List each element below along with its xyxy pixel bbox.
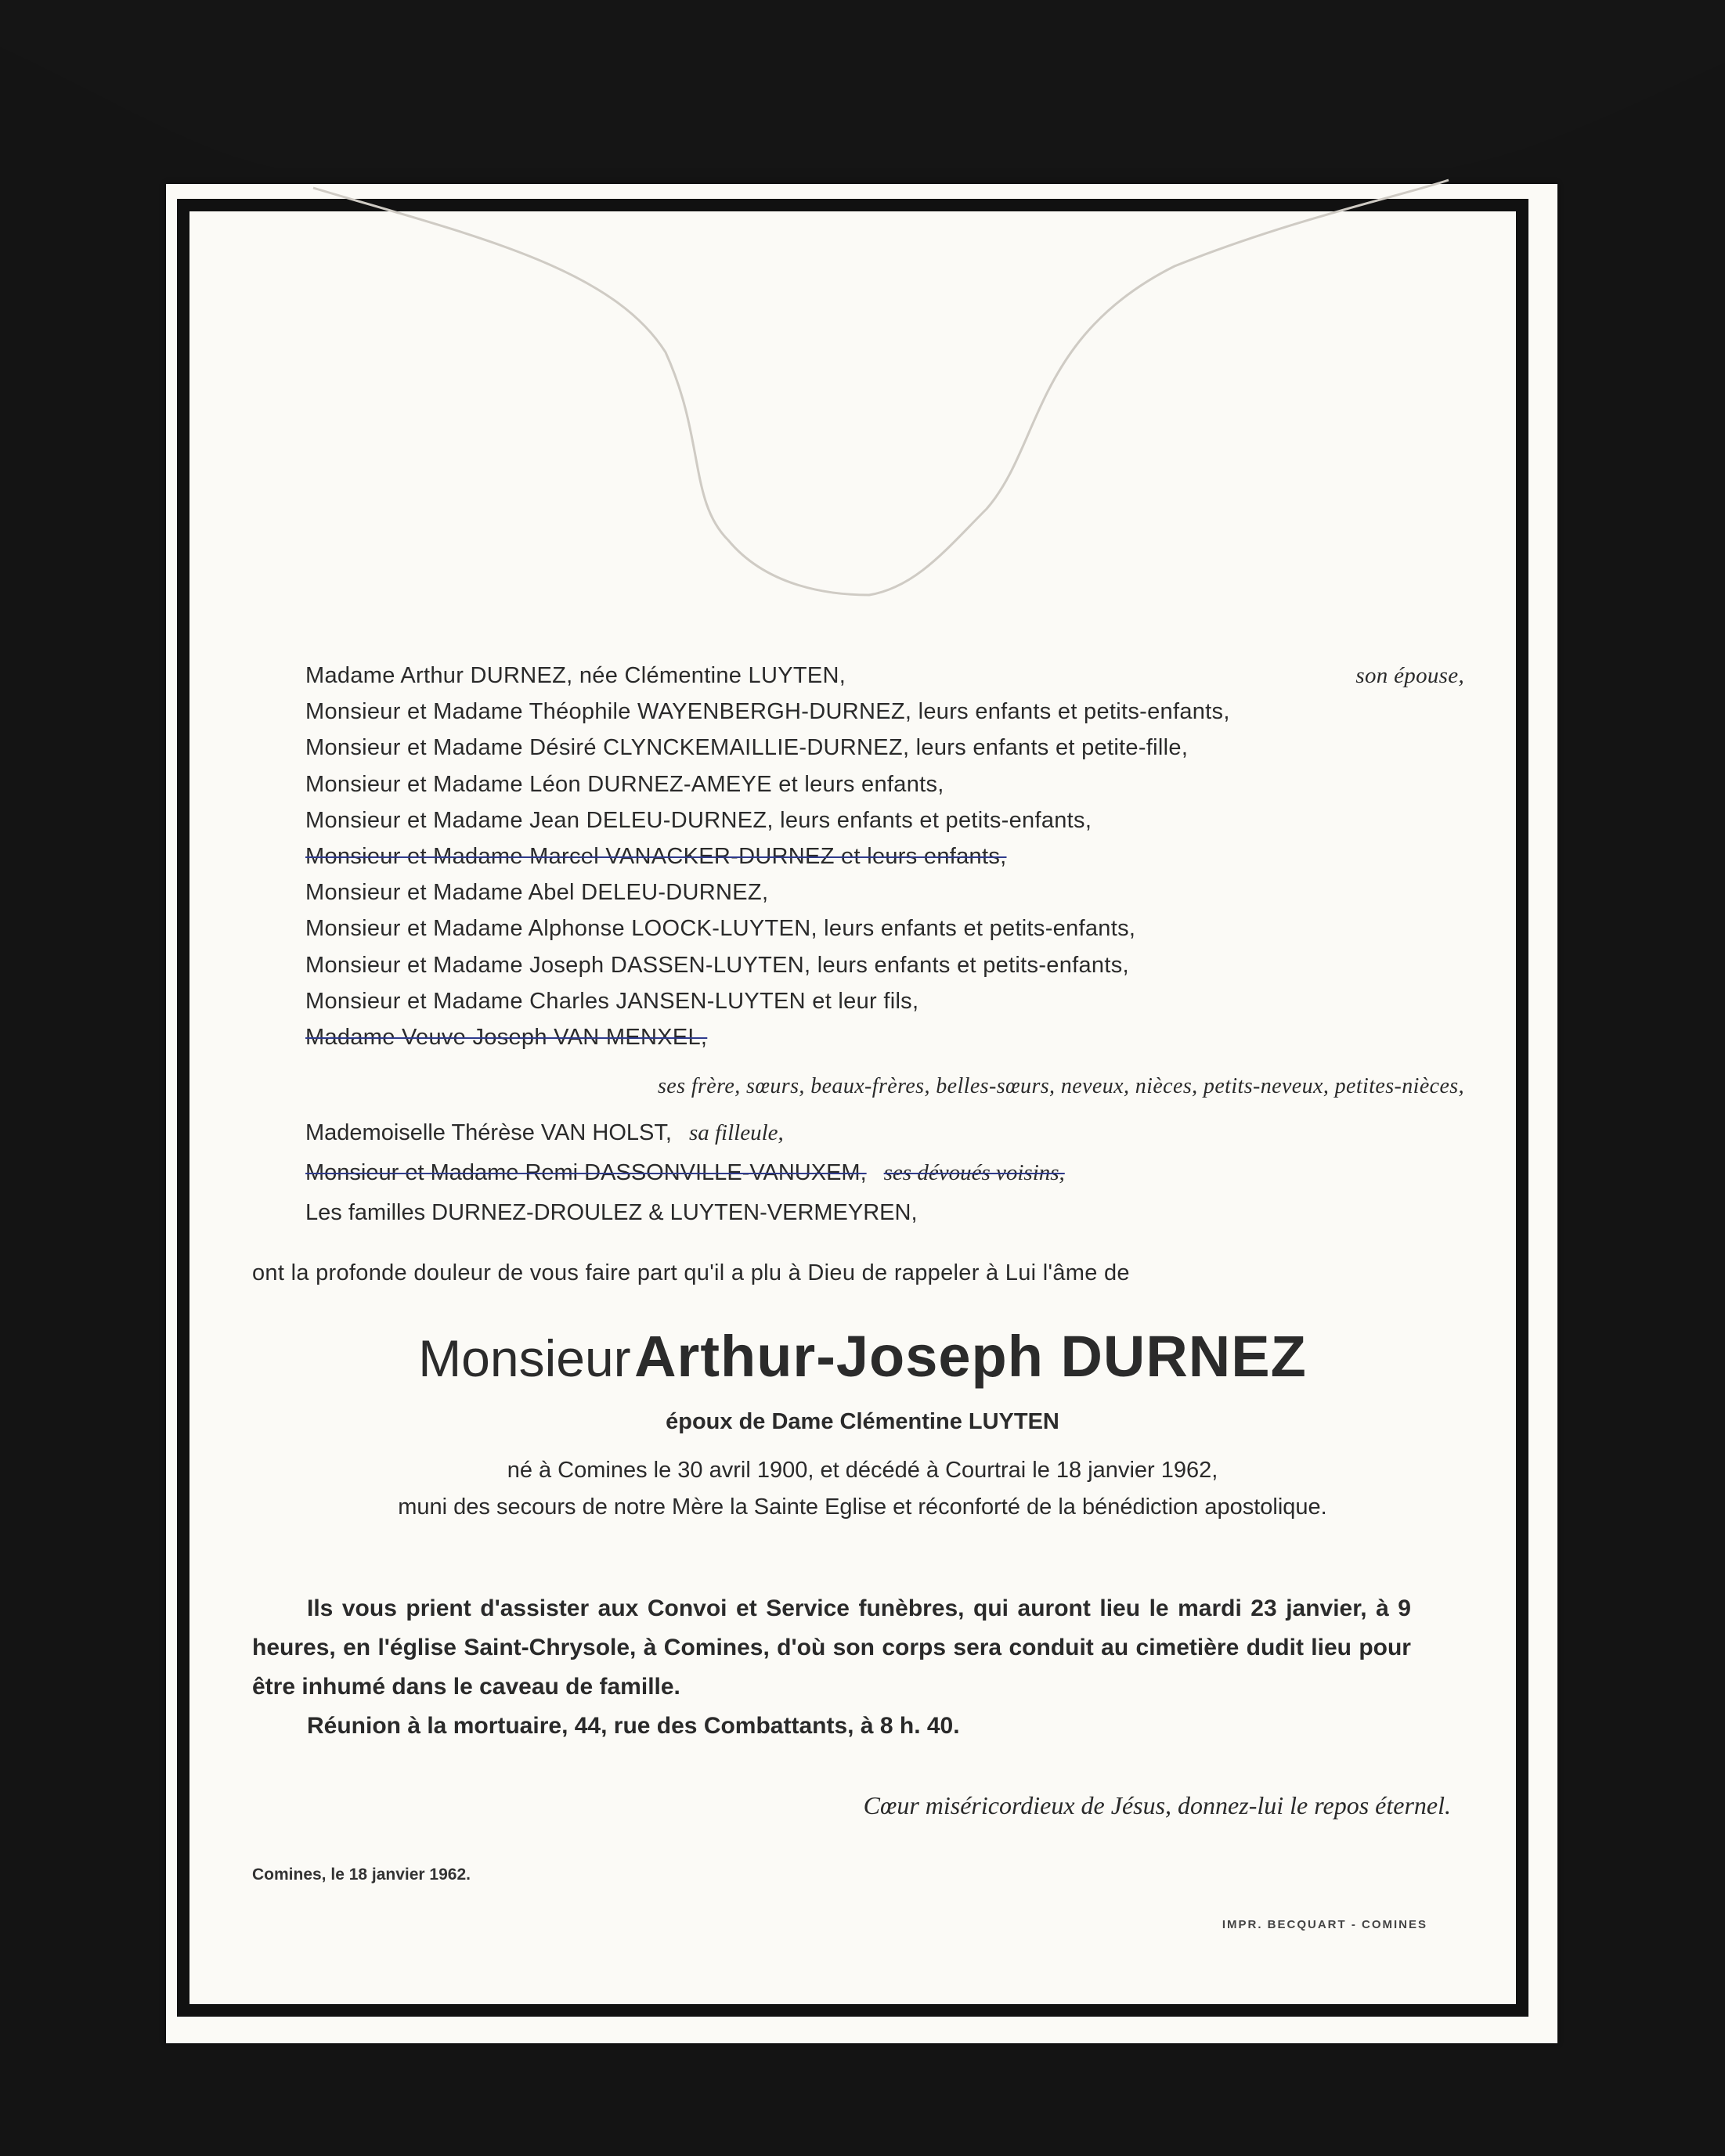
sacraments-line: muni des secours de notre Mère la Sainte Eglise et réconforté de la bénédiction apostolique. <box>398 1494 1327 1520</box>
mourner-relation: son épouse, <box>1355 663 1464 688</box>
mourner-row <box>305 1153 1464 1193</box>
mourner-name: Madame Veuve Joseph VAN MENXEL, <box>305 1024 708 1050</box>
birth-death-dates <box>0 1452 1725 1526</box>
funeral-invitation <box>252 1589 1411 1707</box>
mourner-row <box>305 1019 1464 1055</box>
mourner-row <box>305 694 1464 730</box>
mourner-name: Mademoiselle Thérèse VAN HOLST, <box>305 1120 672 1145</box>
mourner-row <box>305 910 1464 946</box>
mourner-name: Monsieur et Madame Charles JANSEN-LUYTEN et leur fils, <box>305 988 919 1014</box>
mourner-row <box>305 983 1464 1019</box>
mourner-name: Monsieur et Madame Abel DELEU-DURNEZ, <box>305 880 769 906</box>
mourner-name: Monsieur et Madame Joseph DASSEN-LUYTEN, leurs enfants et petits-enfants, <box>305 952 1129 978</box>
mourner-name: Monsieur et Madame Désiré CLYNCKEMAILLIE-DURNEZ, leurs enfants et petite-fille, <box>305 735 1189 761</box>
prayer-line: Cœur miséricordieux de Jésus, donnez-lui le repos éternel. <box>863 1791 1451 1819</box>
mourner-row <box>305 1113 1464 1153</box>
family-relation-line: ses frère, sœurs, beaux-frères, belles-sœurs, neveux, nièces, petits-neveux, petites-nièces, <box>658 1074 1464 1098</box>
announcement-intro: ont la profonde douleur de vous faire part qu'il a plu à Dieu de rappeler à Lui l'âme de <box>252 1260 1130 1285</box>
mourners-list-2 <box>305 1113 1464 1233</box>
mourner-row <box>305 802 1464 838</box>
reunion-line: Réunion à la mortuaire, 44, rue des Combattants, à 8 h. 40. <box>307 1713 960 1739</box>
deceased-title: Monsieur <box>418 1329 631 1387</box>
mourner-row <box>305 1193 1464 1233</box>
mourners-list <box>305 658 1464 1055</box>
mourner-name: Monsieur et Madame Jean DELEU-DURNEZ, leurs enfants et petits-enfants, <box>305 807 1092 833</box>
mourner-row <box>305 947 1464 983</box>
black-border-frame <box>177 199 1528 2017</box>
deceased-fullname: Arthur-Joseph DURNEZ <box>634 1324 1307 1389</box>
printer-mark: IMPR. BECQUART - COMINES <box>1222 1918 1427 1931</box>
mourner-row <box>305 730 1464 766</box>
mourner-relation: ses dévoués voisins, <box>883 1160 1065 1185</box>
spouse-line: époux de Dame Clémentine LUYTEN <box>666 1409 1059 1434</box>
mourner-name: Monsieur et Madame Léon DURNEZ-AMEYE et leurs enfants, <box>305 771 944 797</box>
mourner-row <box>305 766 1464 802</box>
deceased-name <box>0 1323 1725 1390</box>
dateline: Comines, le 18 janvier 1962. <box>252 1866 471 1884</box>
invite-text: Ils vous prient d'assister aux Convoi et Service funèbres, qui auront lieu le mardi 23 janvier, à 9 heures, en l'église Saint-Chrysole, à Comines, d'où son corps sera conduit au cimetière dudit lieu pour être inhumé dans le caveau de famille. <box>252 1595 1411 1700</box>
mourner-name: Madame Arthur DURNEZ, née Clémentine LUYTEN, <box>305 663 846 688</box>
dates-line: né à Comines le 30 avril 1900, et décédé à Courtrai le 18 janvier 1962, <box>507 1458 1218 1483</box>
mourner-row <box>305 874 1464 910</box>
mourner-name: Monsieur et Madame Remi DASSONVILLE-VANUXEM, <box>305 1160 867 1185</box>
mourner-name: Monsieur et Madame Alphonse LOOCK-LUYTEN, leurs enfants et petits-enfants, <box>305 916 1136 942</box>
mourner-name: Les familles DURNEZ-DROULEZ & LUYTEN-VERMEYREN, <box>305 1200 918 1225</box>
mourner-name: Monsieur et Madame Marcel VANACKER-DURNEZ et leurs enfants, <box>305 843 1007 869</box>
mourner-row <box>305 838 1464 874</box>
mourner-relation: sa filleule, <box>688 1120 784 1145</box>
mourner-row <box>305 658 1464 694</box>
mourner-name: Monsieur et Madame Théophile WAYENBERGH-DURNEZ, leurs enfants et petits-enfants, <box>305 699 1230 725</box>
